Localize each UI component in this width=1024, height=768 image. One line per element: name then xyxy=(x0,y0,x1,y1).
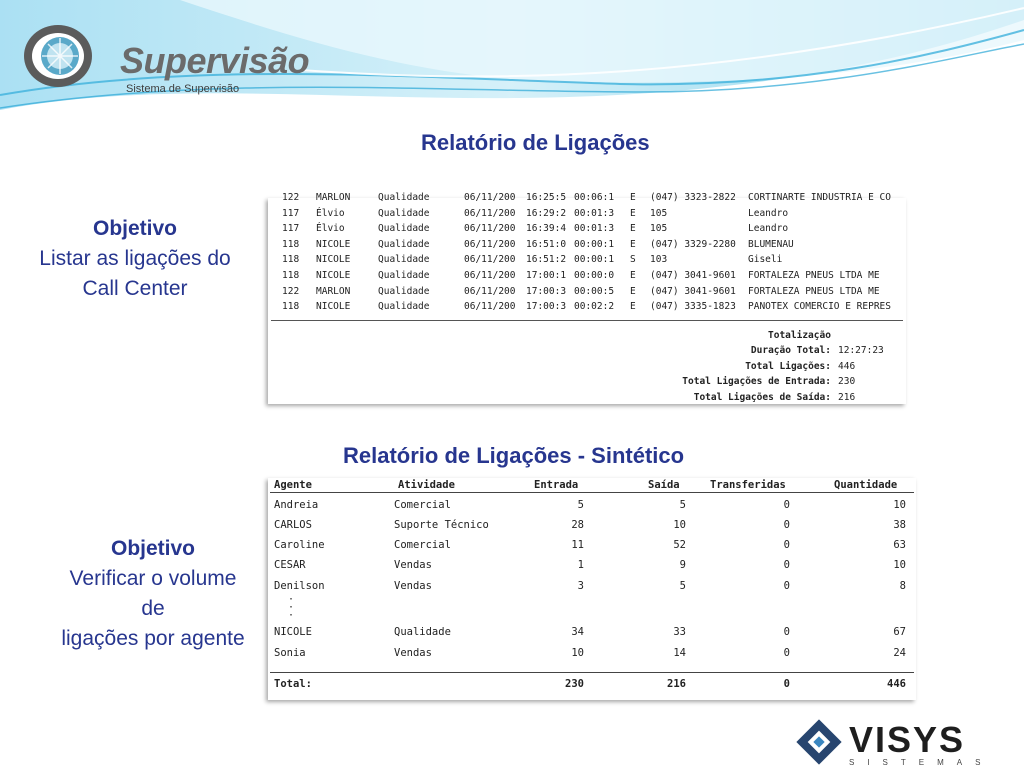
count-cell: 28 xyxy=(571,519,584,531)
objective-heading: Objetivo xyxy=(92,217,177,240)
call-cell: 06/11/200 xyxy=(464,285,516,297)
visys-logo xyxy=(795,716,1005,768)
call-cell: 16:29:2 xyxy=(526,207,567,219)
divider xyxy=(271,320,903,321)
count-cell: 14 xyxy=(673,647,686,659)
call-cell: 17:00:1 xyxy=(526,269,567,281)
logo-emblem-icon xyxy=(22,20,98,92)
call-cell: 00:01:3 xyxy=(574,223,615,235)
call-cell: Qualidade xyxy=(378,207,430,219)
call-cell: Qualidade xyxy=(378,238,430,250)
call-cell: 06/11/200 xyxy=(464,223,516,235)
call-row xyxy=(268,270,906,286)
call-report-detail xyxy=(268,192,906,404)
activity: Comercial xyxy=(394,499,451,511)
header-divider xyxy=(270,492,914,493)
call-cell: E xyxy=(630,207,636,219)
report-title: Relatório de Ligações xyxy=(421,130,650,155)
agent-name: Caroline xyxy=(274,539,325,551)
column-header: Agente xyxy=(274,479,312,491)
activity: Vendas xyxy=(394,559,432,571)
objective-heading: Objetivo xyxy=(110,537,195,560)
call-cell: 06/11/200 xyxy=(464,301,516,313)
total-label: Total Ligações de Saída: xyxy=(693,391,831,403)
call-cell: Qualidade xyxy=(378,254,430,266)
activity: Vendas xyxy=(394,580,432,592)
call-cell: Qualidade xyxy=(378,223,430,235)
count-cell: 1 xyxy=(577,559,584,571)
call-cell: CORTINARTE INDUSTRIA E CO xyxy=(748,192,891,203)
count-cell: 34 xyxy=(571,626,584,638)
call-cell: MARLON xyxy=(316,192,351,203)
logo-subtitle: Sistema de Supervisão xyxy=(126,83,240,95)
call-cell: Qualidade xyxy=(378,285,430,297)
call-cell: 122 xyxy=(282,192,300,203)
column-header: Saída xyxy=(648,479,680,491)
ellipsis-dots: · · · xyxy=(288,594,295,621)
total-value: 216 xyxy=(838,391,856,403)
count-cell: 5 xyxy=(577,499,584,511)
count-cell: 67 xyxy=(893,626,906,638)
call-cell: 06/11/200 xyxy=(464,238,516,250)
count-cell: 10 xyxy=(893,499,906,511)
call-cell: (047) 3041-9601 xyxy=(650,285,736,297)
call-cell: 00:01:3 xyxy=(574,207,615,219)
call-cell: (047) 3041-9601 xyxy=(650,269,736,281)
call-cell: BLUMENAU xyxy=(748,238,794,250)
call-cell: NICOLE xyxy=(316,254,351,266)
call-cell: 00:00:0 xyxy=(574,269,615,281)
call-cell: 06/11/200 xyxy=(464,192,516,203)
call-row xyxy=(268,239,906,255)
count-cell: 0 xyxy=(783,580,790,592)
count-cell: 8 xyxy=(899,580,906,592)
call-cell: 17:00:3 xyxy=(526,301,567,313)
count-cell: 11 xyxy=(571,539,584,551)
totals-title: Totalização xyxy=(768,330,831,341)
call-cell: 06/11/200 xyxy=(464,269,516,281)
count-cell: 38 xyxy=(893,519,906,531)
activity: Suporte Técnico xyxy=(394,519,489,531)
call-row xyxy=(268,286,906,302)
count-cell: 0 xyxy=(783,499,790,511)
objective-block xyxy=(22,214,248,304)
objective-text-line: de xyxy=(141,597,165,620)
count-cell: 24 xyxy=(893,647,906,659)
column-header: Transferidas xyxy=(710,479,786,491)
count-cell: 10 xyxy=(673,519,686,531)
agent-name: CARLOS xyxy=(274,519,312,531)
agent-name: NICOLE xyxy=(274,626,312,638)
call-cell: E xyxy=(630,285,636,297)
call-cell: E xyxy=(630,238,636,250)
count-cell: 63 xyxy=(893,539,906,551)
count-cell: 52 xyxy=(673,539,686,551)
call-cell: 105 xyxy=(650,207,668,219)
call-cell: NICOLE xyxy=(316,238,351,250)
call-cell: 00:02:2 xyxy=(574,301,615,313)
call-cell: 17:00:3 xyxy=(526,285,567,297)
call-row xyxy=(268,254,906,270)
count-cell: 33 xyxy=(673,626,686,638)
call-report-rows xyxy=(268,192,906,317)
call-cell: Leandro xyxy=(748,207,789,219)
call-cell: S xyxy=(630,254,636,266)
total-value: 0 xyxy=(783,678,790,690)
call-cell: Giseli xyxy=(748,254,783,266)
count-cell: 5 xyxy=(679,580,686,592)
total-label: Duração Total: xyxy=(750,345,831,356)
column-header: Quantidade xyxy=(834,479,898,491)
total-value: 446 xyxy=(887,678,906,690)
logo-title: Supervisão xyxy=(120,40,310,81)
count-cell: 9 xyxy=(679,559,686,571)
total-label: Total Ligações: xyxy=(745,360,831,372)
activity: Comercial xyxy=(394,539,451,551)
total-value: 446 xyxy=(838,360,856,372)
call-cell: 122 xyxy=(282,285,300,297)
total-value: 216 xyxy=(667,678,686,690)
total-divider xyxy=(270,672,914,673)
total-value: 230 xyxy=(838,376,856,388)
call-cell: 00:00:5 xyxy=(574,285,615,297)
call-cell: E xyxy=(630,192,636,203)
call-cell: PANOTEX COMERCIO E REPRES xyxy=(748,301,891,313)
call-row xyxy=(268,192,906,208)
activity: Qualidade xyxy=(394,626,451,638)
count-cell: 0 xyxy=(783,647,790,659)
call-cell: 118 xyxy=(282,238,300,250)
total-value: 230 xyxy=(565,678,584,690)
call-cell: (047) 3329-2280 xyxy=(650,238,736,250)
call-cell: 16:39:4 xyxy=(526,223,567,235)
call-row xyxy=(268,301,906,317)
call-cell: FORTALEZA PNEUS LTDA ME xyxy=(748,285,880,297)
call-cell: 117 xyxy=(282,223,300,235)
count-cell: 0 xyxy=(783,519,790,531)
call-cell: Qualidade xyxy=(378,269,430,281)
call-cell: Élvio xyxy=(316,207,345,219)
call-cell: 00:06:1 xyxy=(574,192,615,203)
call-cell: 118 xyxy=(282,254,300,266)
brand-tagline: SISTEMAS xyxy=(849,758,994,767)
count-cell: 0 xyxy=(783,626,790,638)
call-cell: NICOLE xyxy=(316,301,351,313)
count-cell: 5 xyxy=(679,499,686,511)
objective-block xyxy=(48,534,258,654)
objective-text-line: ligações por agente xyxy=(61,627,245,650)
call-cell: 16:51:2 xyxy=(526,254,567,266)
call-cell: 105 xyxy=(650,223,668,235)
agent-name: Denilson xyxy=(274,580,325,592)
supervisao-logo xyxy=(22,20,342,100)
brand-name: VISYS xyxy=(849,719,966,760)
total-label: Total: xyxy=(274,678,312,690)
count-cell: 3 xyxy=(577,580,584,592)
call-cell: 118 xyxy=(282,301,300,313)
call-cell: Qualidade xyxy=(378,192,430,203)
agent-name: CESAR xyxy=(274,559,306,571)
call-row xyxy=(268,208,906,224)
objective-text-line: Call Center xyxy=(82,277,188,300)
call-row xyxy=(268,223,906,239)
count-cell: 10 xyxy=(571,647,584,659)
call-cell: (047) 3323-2822 xyxy=(650,192,736,203)
call-cell: MARLON xyxy=(316,285,351,297)
column-header: Entrada xyxy=(534,479,579,491)
call-cell: NICOLE xyxy=(316,269,351,281)
call-cell: 16:51:0 xyxy=(526,238,567,250)
total-value: 12:27:23 xyxy=(838,345,884,356)
call-cell: E xyxy=(630,269,636,281)
count-cell: 10 xyxy=(893,559,906,571)
call-cell: 00:00:1 xyxy=(574,254,615,266)
call-cell: (047) 3335-1823 xyxy=(650,301,736,313)
objective-text-line: Listar as ligações do xyxy=(39,247,231,270)
call-cell: 118 xyxy=(282,269,300,281)
call-cell: E xyxy=(630,301,636,313)
column-header: Atividade xyxy=(398,479,455,491)
objective-text-line: Verificar o volume xyxy=(69,567,237,590)
call-cell: 00:00:1 xyxy=(574,238,615,250)
activity: Vendas xyxy=(394,647,432,659)
total-label: Total Ligações de Entrada: xyxy=(682,376,831,388)
agent-summary-table xyxy=(268,478,916,700)
count-cell: 0 xyxy=(783,539,790,551)
call-cell: 16:25:5 xyxy=(526,192,567,203)
call-cell: 103 xyxy=(650,254,668,266)
call-cell: 117 xyxy=(282,207,300,219)
summary-report-title: Relatório de Ligações - Sintético xyxy=(343,443,685,468)
call-cell: Leandro xyxy=(748,223,789,235)
count-cell: 0 xyxy=(783,559,790,571)
call-cell: 06/11/200 xyxy=(464,254,516,266)
call-cell: 06/11/200 xyxy=(464,207,516,219)
agent-name: Sonia xyxy=(274,647,306,659)
call-cell: E xyxy=(630,223,636,235)
call-cell: FORTALEZA PNEUS LTDA ME xyxy=(748,269,880,281)
call-cell: Élvio xyxy=(316,223,345,235)
call-cell: Qualidade xyxy=(378,301,430,313)
agent-name: Andreia xyxy=(274,499,319,511)
